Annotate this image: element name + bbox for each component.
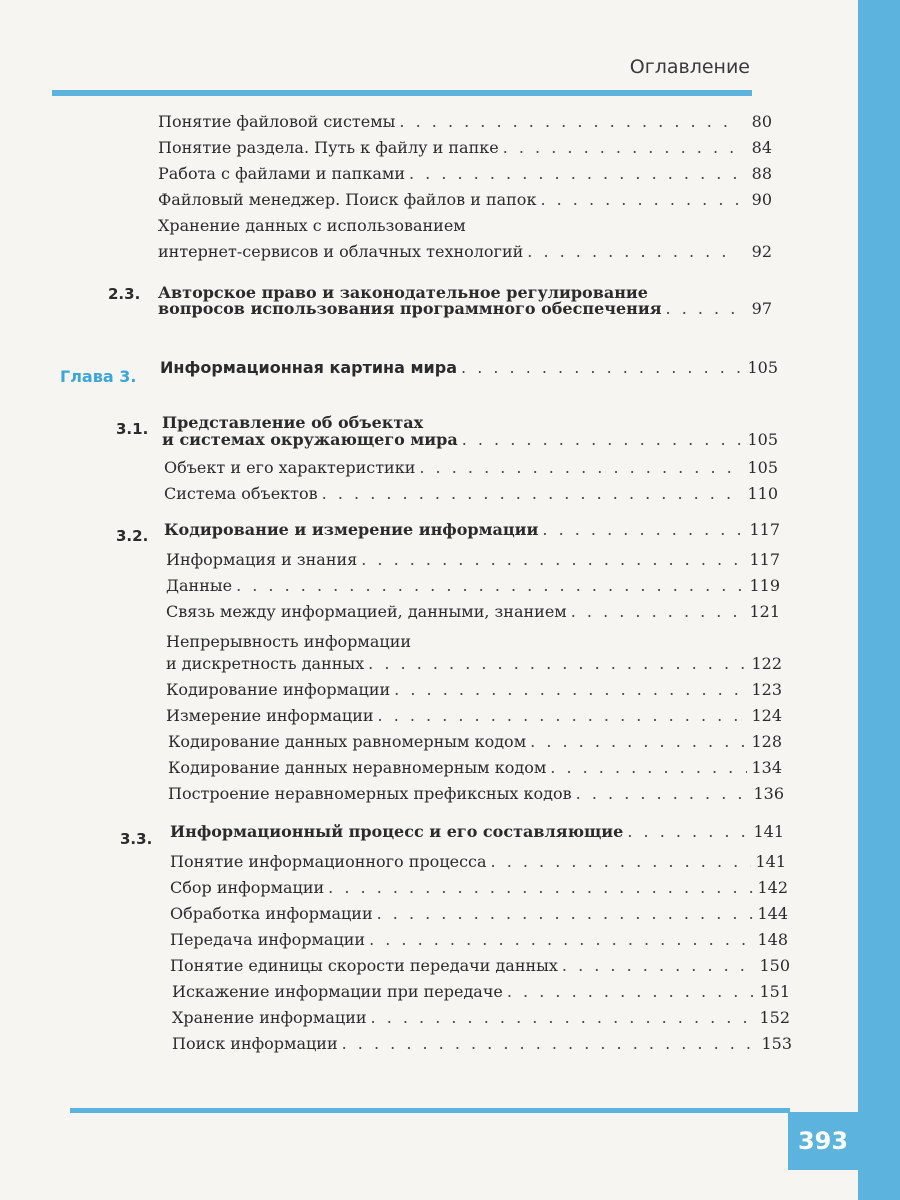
toc-entry-page: 92: [751, 242, 772, 261]
toc-entry-label: Построение неравномерных префиксных кодов: [168, 784, 572, 803]
section-page: 105: [747, 430, 778, 449]
toc-entry-label: Передача информации: [170, 930, 366, 949]
leader-dots: [530, 732, 747, 752]
leader-dots: [342, 1034, 758, 1054]
leader-dots: [550, 758, 747, 778]
toc-entry-label: Обработка информации: [170, 904, 373, 923]
toc-entry-page: 90: [751, 190, 772, 209]
leader-dots: [378, 706, 748, 726]
toc-entry-page: 148: [757, 930, 788, 949]
toc-entry[interactable]: [172, 1034, 792, 1054]
toc-section[interactable]: [162, 430, 778, 450]
toc-entry-label: Сбор информации: [170, 878, 325, 897]
toc-entry-label: Работа с файлами и папками: [158, 164, 405, 183]
leader-dots: [399, 112, 738, 132]
toc-entry-page: 134: [751, 758, 782, 777]
toc-entry[interactable]: [166, 654, 782, 674]
section-title: Информационный процесс и его составляющие: [170, 822, 624, 841]
footer-rule: [70, 1108, 790, 1113]
toc-entry[interactable]: [158, 164, 772, 184]
leader-dots: [462, 430, 744, 450]
leader-dots: [576, 784, 750, 804]
toc-entry[interactable]: [170, 878, 788, 898]
toc-entry[interactable]: [164, 484, 778, 504]
toc-entry[interactable]: [168, 758, 782, 778]
leader-dots: [369, 930, 753, 950]
leader-dots: [627, 822, 749, 842]
toc-entry-page: 119: [749, 576, 780, 595]
toc-entry-page: 151: [759, 982, 790, 1001]
toc-entry[interactable]: [172, 1008, 790, 1028]
toc-entry-page: 153: [761, 1034, 792, 1053]
toc-entry-label: Искажение информации при передаче: [172, 982, 503, 1001]
section-number: 3.2.: [116, 527, 149, 545]
section-number: 2.3.: [108, 285, 141, 303]
toc-entry-page: 88: [751, 164, 772, 183]
leader-dots: [540, 190, 738, 210]
toc-entry-label: Кодирование данных равномерным кодом: [168, 732, 527, 751]
section-title: и системах окружающего мира: [162, 430, 458, 449]
toc-entry-label: Связь между информацией, данными, знанием: [166, 602, 567, 621]
leader-dots: [461, 358, 743, 378]
toc-entry-label: Файловый менеджер. Поиск файлов и папок: [158, 190, 537, 209]
toc-section[interactable]: [170, 822, 784, 842]
leader-dots: [507, 982, 756, 1002]
section-page: 97: [751, 299, 772, 318]
toc-entry[interactable]: [164, 458, 778, 478]
leader-dots: [503, 138, 738, 158]
toc-entry-page: 136: [753, 784, 784, 803]
toc-entry-page: 142: [757, 878, 788, 897]
toc-entry-page: 117: [749, 550, 780, 569]
toc-entry-label: Понятие раздела. Путь к файлу и папке: [158, 138, 499, 157]
toc-entry-page: 144: [757, 904, 788, 923]
toc-entry-page: 122: [751, 654, 782, 673]
toc-entry-label: Измерение информации: [166, 706, 374, 725]
leader-dots: [571, 602, 746, 622]
toc-entry[interactable]: [166, 706, 782, 726]
toc-entry[interactable]: [166, 550, 780, 570]
leader-dots: [377, 904, 754, 924]
section-number: 3.1.: [116, 420, 149, 438]
toc-entry[interactable]: [166, 680, 782, 700]
toc-entry-page: 124: [751, 706, 782, 725]
page-header-title: Оглавление: [629, 56, 750, 78]
leader-dots: [542, 520, 745, 540]
toc-entry[interactable]: [170, 852, 786, 872]
toc-entry-page: 84: [751, 138, 772, 157]
leader-dots: [419, 458, 743, 478]
toc-entry-page: 141: [755, 852, 786, 871]
section-title: Кодирование и измерение информации: [164, 520, 539, 539]
toc-entry-label-line1: Хранение данных с использованием: [158, 216, 466, 235]
toc-entry[interactable]: [170, 956, 790, 976]
toc-entry-label: и дискретность данных: [166, 654, 365, 673]
toc-entry-label: Кодирование информации: [166, 680, 391, 699]
toc-entry-page: 121: [749, 602, 780, 621]
toc-entry[interactable]: [170, 904, 788, 924]
toc-entry-page: 152: [759, 1008, 790, 1027]
leader-dots: [562, 956, 756, 976]
toc-entry-label: Понятие файловой системы: [158, 112, 396, 131]
toc-entry-label: Хранение информации: [172, 1008, 367, 1027]
toc-entry[interactable]: [158, 242, 772, 262]
toc-section[interactable]: [164, 520, 780, 540]
toc-entry-label: интернет-сервисов и облачных технологий: [158, 242, 524, 261]
section-page: 141: [753, 822, 784, 841]
toc-entry[interactable]: [158, 190, 772, 210]
toc-section[interactable]: [158, 299, 772, 319]
toc-entry[interactable]: [158, 138, 772, 158]
leader-dots: [394, 680, 747, 700]
toc-entry[interactable]: [168, 784, 784, 804]
toc-entry[interactable]: [166, 576, 780, 596]
toc-entry-label: Данные: [166, 576, 233, 595]
leader-dots: [368, 654, 747, 674]
leader-dots: [371, 1008, 756, 1028]
chapter-label: Глава 3.: [60, 367, 137, 386]
toc-entry-label: Кодирование данных неравномерным кодом: [168, 758, 547, 777]
page-number: 393: [788, 1112, 858, 1170]
toc-entry-label-line1: Непрерывность информации: [166, 632, 412, 651]
toc-entry[interactable]: [166, 602, 780, 622]
toc-entry-label: Информация и знания: [166, 550, 358, 569]
toc-entry[interactable]: [168, 732, 782, 752]
section-title: вопросов использования программного обеспечения: [158, 299, 662, 318]
toc-entry-page: 128: [751, 732, 782, 751]
leader-dots: [491, 852, 752, 872]
toc-entry-label: Объект и его характеристики: [164, 458, 416, 477]
section-page: 117: [749, 520, 780, 539]
toc-entry-page: 80: [751, 112, 772, 131]
toc-entry[interactable]: [158, 112, 772, 132]
toc-entry-label: Понятие единицы скорости передачи данных: [170, 956, 558, 975]
toc-entry-page: 110: [747, 484, 778, 503]
chapter-title: Информационная картина мира: [160, 358, 458, 377]
toc-entry-page: 150: [759, 956, 790, 975]
toc-entry-label: Поиск информации: [172, 1034, 338, 1053]
toc-chapter[interactable]: [160, 358, 778, 378]
leader-dots: [322, 484, 744, 504]
section-title-line1: Представление об объектах: [162, 413, 424, 432]
toc-entry-page: 105: [747, 458, 778, 477]
toc-entry-label: Система объектов: [164, 484, 318, 503]
section-number: 3.3.: [120, 830, 153, 848]
leader-dots: [236, 576, 745, 596]
section-title-line1: Авторское право и законодательное регулирование: [158, 283, 648, 302]
leader-dots: [361, 550, 745, 570]
leader-dots: [666, 299, 738, 319]
leader-dots: [409, 164, 738, 184]
leader-dots: [328, 878, 753, 898]
chapter-page: 105: [747, 358, 778, 377]
toc-entry-label: Понятие информационного процесса: [170, 852, 487, 871]
toc-entry[interactable]: [172, 982, 790, 1002]
toc-entry-page: 123: [751, 680, 782, 699]
toc-entry[interactable]: [170, 930, 788, 950]
leader-dots: [527, 242, 738, 262]
